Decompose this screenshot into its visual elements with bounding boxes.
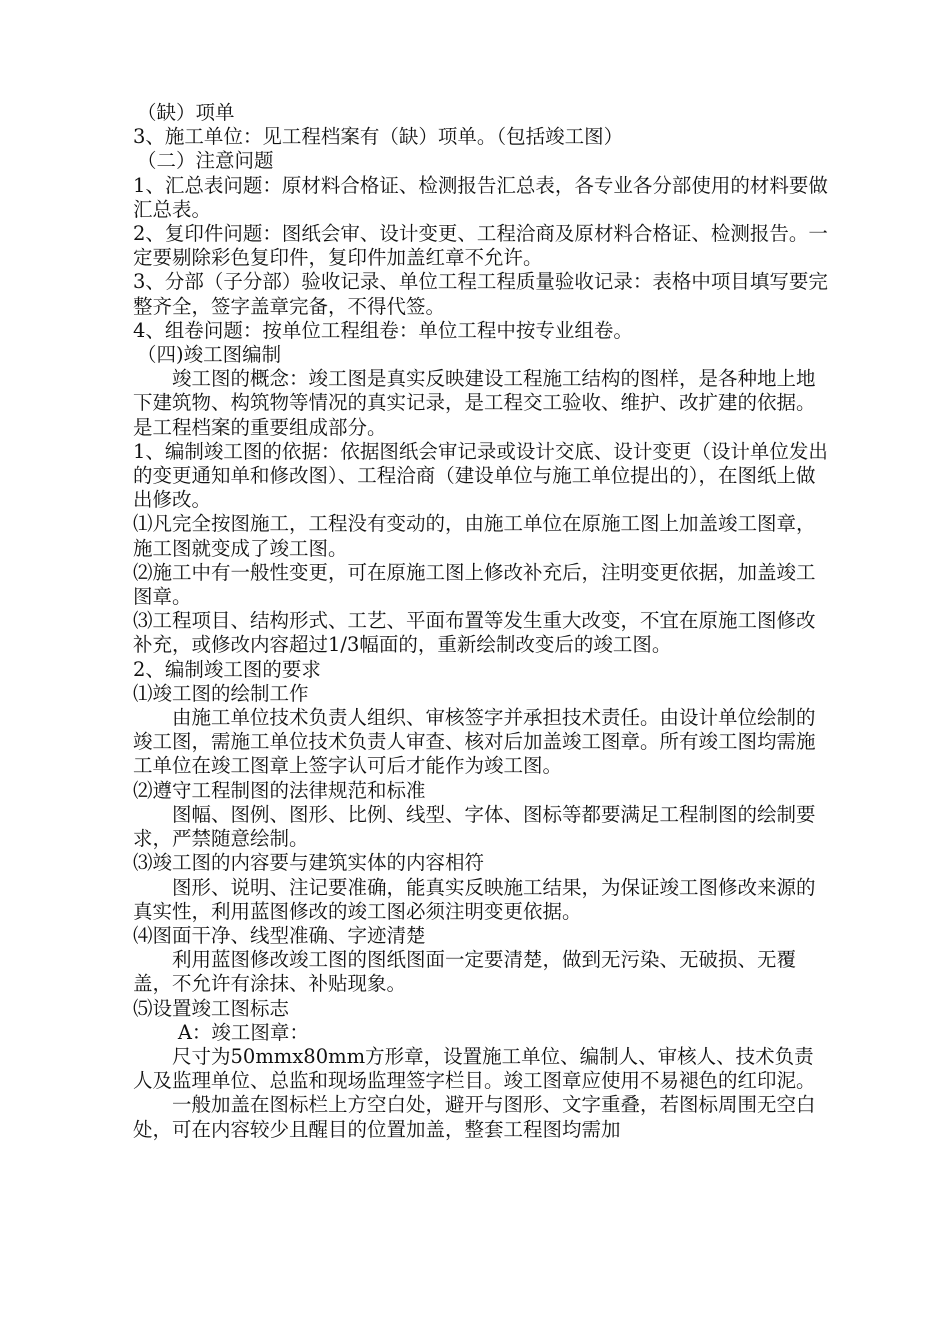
- paragraph: 3、分部（子分部）验收记录、单位工程工程质量验收记录：表格中项目填写要完整齐全，签字盖章完备，不得代签。: [133, 270, 828, 318]
- paragraph: 1、汇总表问题：原材料合格证、检测报告汇总表，各专业各分部使用的材料要做汇总表。: [133, 173, 828, 221]
- paragraph: 2、复印件问题：图纸会审、设计变更、工程洽商及原材料合格证、检测报告。一定要剔除彩色复印件，复印件加盖红章不允许。: [133, 222, 828, 270]
- paragraph: （缺）项单: [137, 101, 235, 124]
- paragraph: 利用蓝图修改竣工图的图纸图面一定要清楚，做到无污染、无破损、无覆盖，不允许有涂抹、补贴现象。: [133, 948, 797, 996]
- document-body: [133, 101, 833, 1142]
- paragraph: 1、编制竣工图的依据：依据图纸会审记录或设计交底、设计变更（设计单位发出的变更通知单和修改图）、工程洽商（建设单位与施工单位提出的），在图纸上做出修改。: [133, 439, 828, 512]
- paragraph: 4、组卷问题：按单位工程组卷：单位工程中按专业组卷。: [133, 318, 633, 342]
- paragraph: 由施工单位技术负责人组织、审核签字并承担技术责任。由设计单位绘制的竣工图，需施工单位技术负责人审查、核对后加盖竣工图章。所有竣工图均需施工单位在竣工图章上签字认可后才能作为竣工图。: [133, 706, 816, 778]
- paragraph: ⑴竣工图的绘制工作: [133, 681, 309, 705]
- paragraph: 竣工图的概念：竣工图是真实反映建设工程施工结构的图样，是各种地上地下建筑物、构筑物等情况的真实记录，是工程交工验收、维护、改扩建的依据。是工程档案的重要组成部分。: [133, 367, 816, 439]
- paragraph: ⑴凡完全按图施工，工程没有变动的，由施工单位在原施工图上加盖竣工图章，施工图就变成了竣工图。: [133, 512, 816, 560]
- paragraph: ⑶竣工图的内容要与建筑实体的内容相符: [133, 851, 485, 875]
- paragraph: （四)竣工图编制: [137, 343, 282, 367]
- paragraph: 2、编制竣工图的要求: [133, 657, 321, 681]
- paragraph: 图形、说明、注记要准确，能真实反映施工结果，为保证竣工图修改来源的真实性，利用蓝图修改的竣工图必须注明变更依据。: [133, 875, 816, 923]
- paragraph: 图幅、图例、图形、比例、线型、字体、图标等都要满足工程制图的绘制要求，严禁随意绘制。: [133, 802, 816, 851]
- paragraph: ⑶工程项目、结构形式、工艺、平面布置等发生重大改变，不宜在原施工图修改补充，或修改内容超过1/3幅面的，重新绘制改变后的竣工图。: [133, 609, 816, 657]
- paragraph: 尺寸为50mmx80mm方形章，设置施工单位、编制人、审核人、技术负责人及监理单位、总监和现场监理签字栏目。竣工图章应使用不易褪色的红印泥。: [133, 1044, 816, 1093]
- paragraph: ⑸设置竣工图标志: [133, 996, 290, 1020]
- paragraph: 一般加盖在图标栏上方空白处，避开与图形、文字重叠，若图标周围无空白处，可在内容较少且醒目的位置加盖，整套工程图均需加: [133, 1093, 816, 1141]
- paragraph: 3、施工单位：见工程档案有（缺）项单。（包括竣工图）: [133, 125, 624, 149]
- paragraph: （二）注意问题: [137, 149, 274, 173]
- paragraph: ⑵施工中有一般性变更，可在原施工图上修改补充后，注明变更依据，加盖竣工图章。: [133, 560, 816, 609]
- paragraph: ⑵遵守工程制图的法律规范和标准: [133, 778, 426, 802]
- paragraph: ⑷图面干净、线型准确、字迹清楚: [133, 923, 426, 947]
- paragraph: A：竣工图章：: [177, 1020, 309, 1044]
